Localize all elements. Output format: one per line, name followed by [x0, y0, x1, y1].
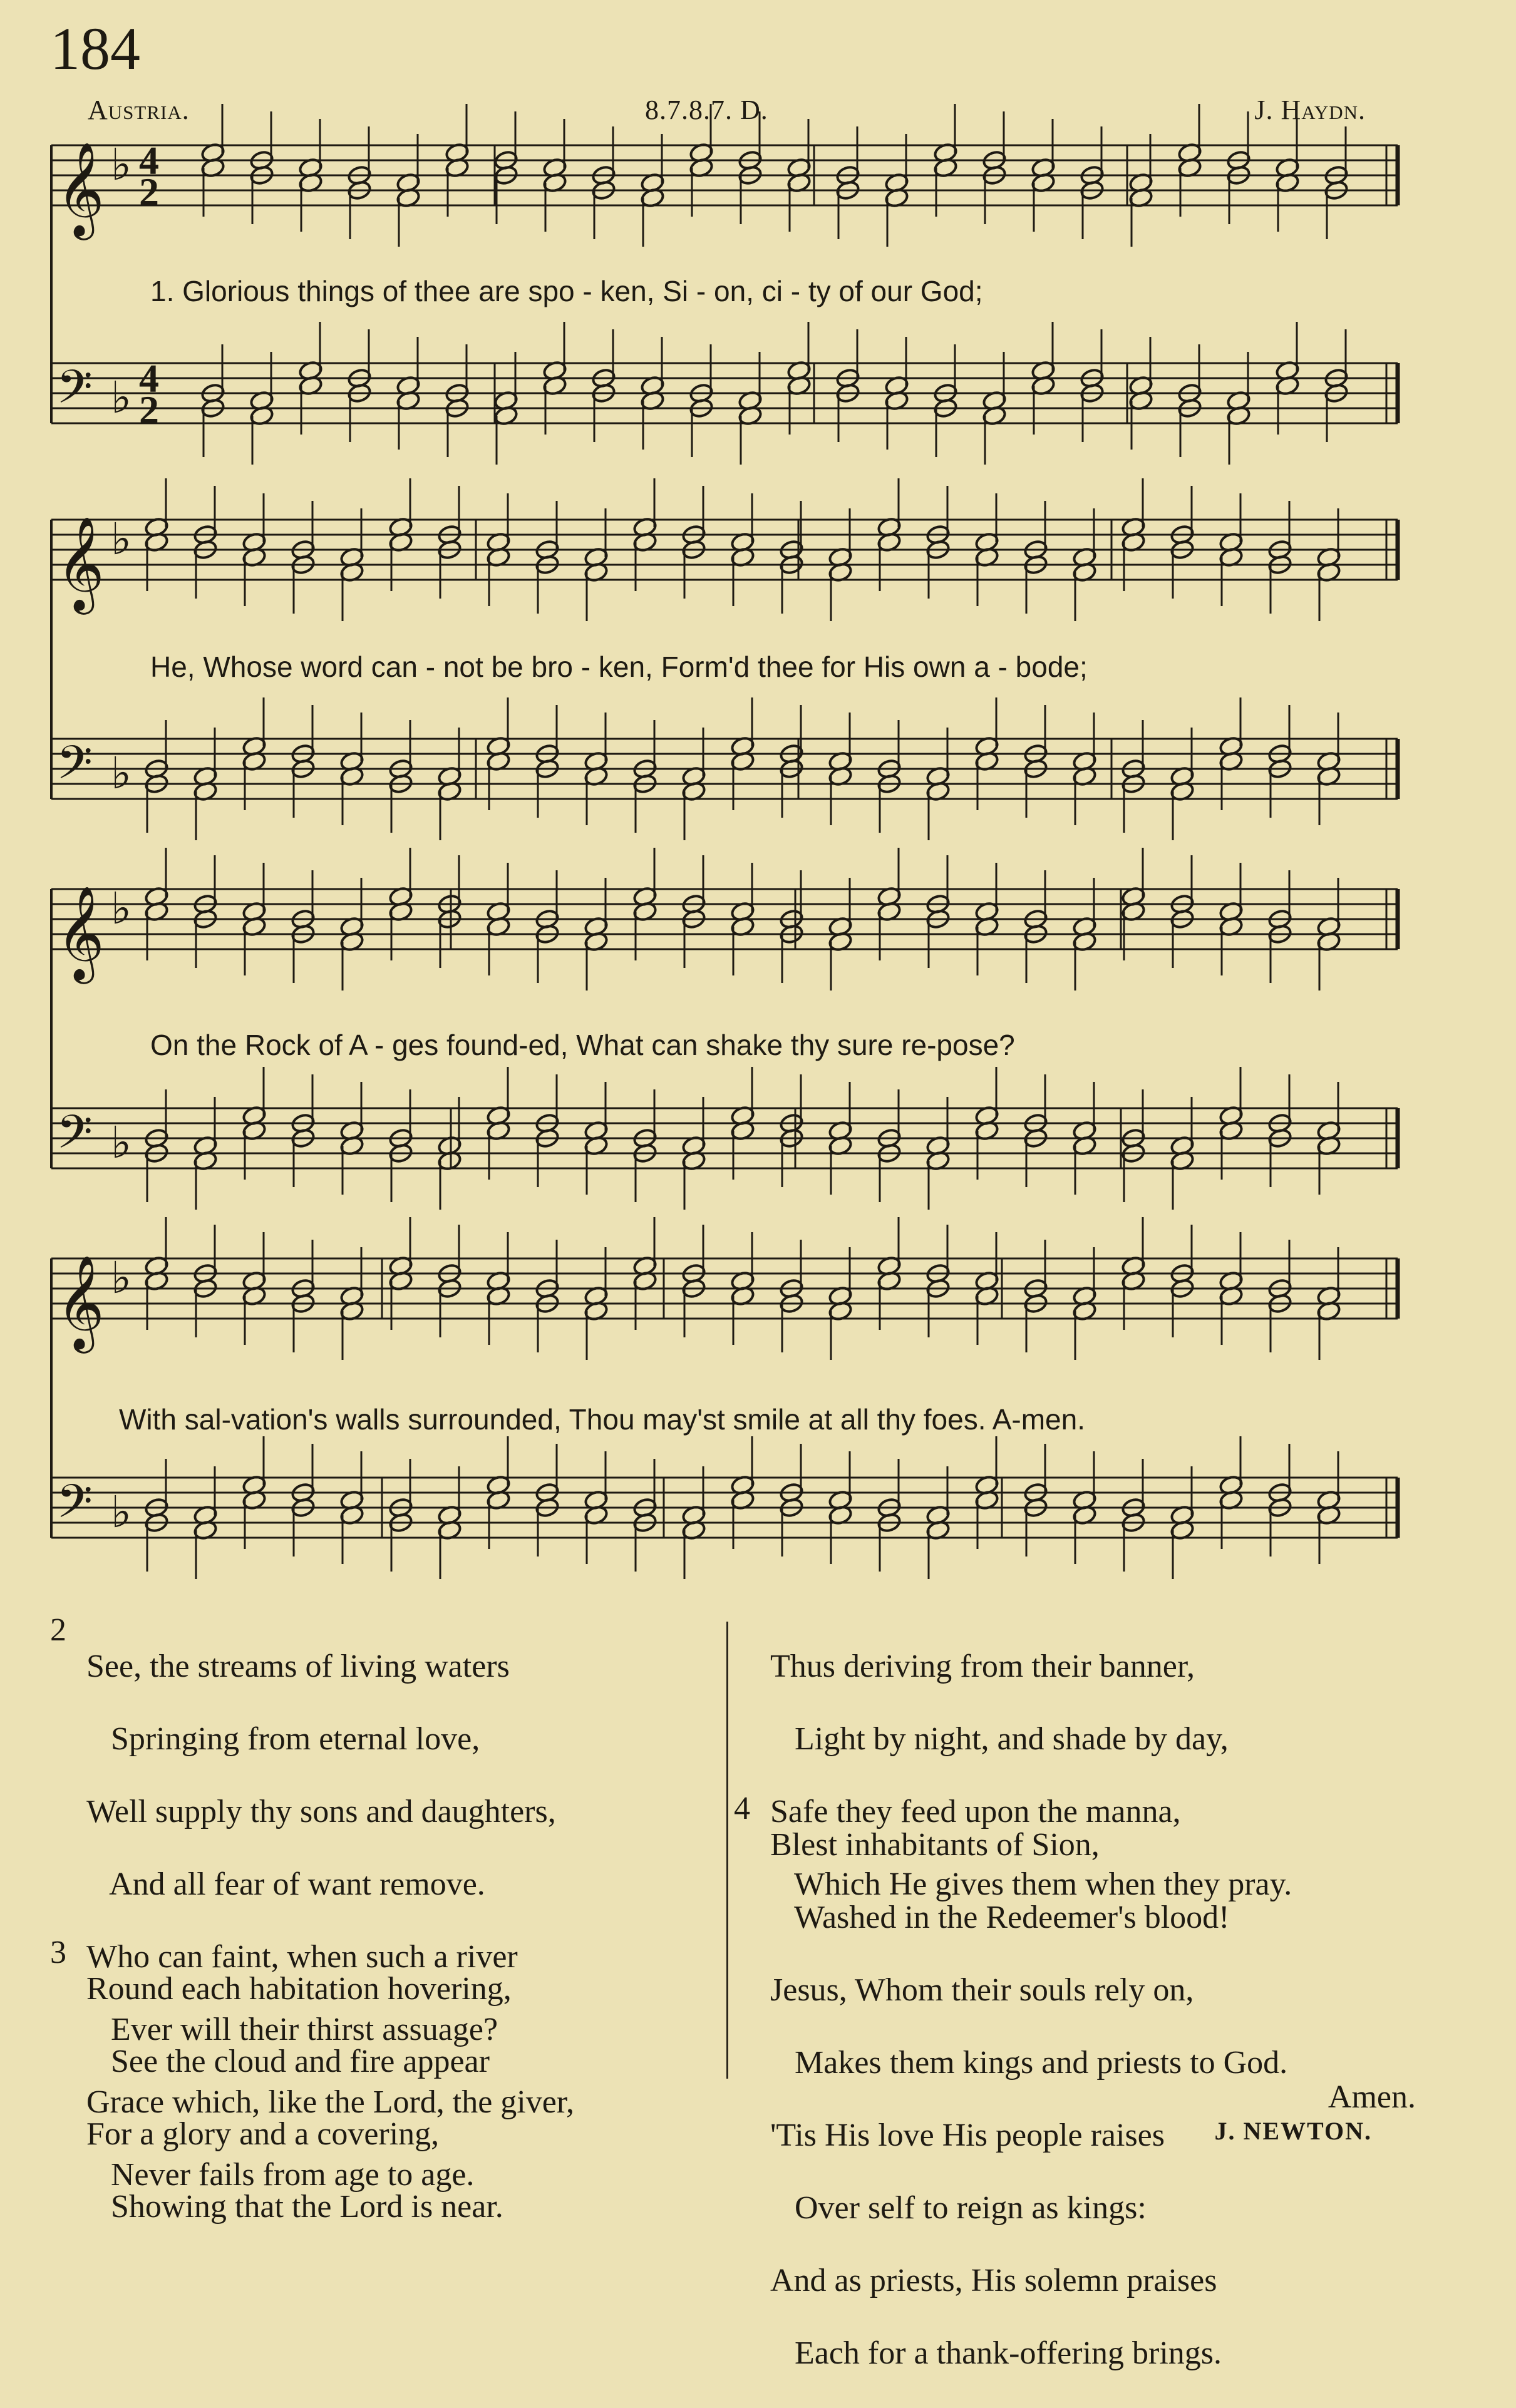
verse-line: Ever will their thirst assuage? [86, 2012, 498, 2047]
time-signature-icon: 2 [139, 388, 159, 432]
flat-icon: ♭ [111, 883, 132, 935]
verse-line: See, the streams of living waters [86, 1649, 510, 1684]
verse-line: Safe they feed upon the manna, [770, 1794, 1181, 1829]
meter: 8.7.8.7. D. [645, 95, 768, 125]
verse-number-3: 3 [50, 1935, 66, 1970]
column-divider [726, 1622, 728, 2079]
verse-4 [770, 1791, 1287, 2408]
verse-line: For a glory and a covering, [86, 2116, 440, 2152]
verse-line: 'Tis His love His people raises [770, 2117, 1165, 2153]
author: J. NEWTON. [1214, 2117, 1372, 2145]
verse-line: Never fails from age to age. [86, 2157, 475, 2193]
time-signature-icon: 4 [139, 138, 159, 183]
bass-clef-icon: 𝄢 [56, 1474, 93, 1540]
verse-line: Which He gives them when they pray. [770, 1866, 1292, 1902]
flat-icon: ♭ [111, 1252, 132, 1304]
flat-icon: ♭ [111, 748, 132, 800]
verse-line: Grace which, like the Lord, the giver, [86, 2084, 575, 2120]
time-signature-icon: 2 [139, 170, 159, 214]
flat-icon: ♭ [111, 1117, 132, 1169]
verse-line: Blest inhabitants of Sion, [770, 1827, 1100, 1863]
verse-3-part-1 [86, 1935, 512, 2261]
treble-clef-icon: 𝄞 [56, 1254, 105, 1349]
page-number: 184 [50, 15, 140, 82]
lyric-line-3: On the Rock of A - ges found-ed, What can shake thy sure re-pose? [150, 1029, 1015, 1061]
tune-name: Austria. [88, 95, 190, 125]
verse-line: Jesus, Whom their souls rely on, [770, 1972, 1194, 2008]
verse-number-4: 4 [734, 1791, 750, 1826]
lyric-line-1: 1. Glorious things of thee are spo - ken, Si - on, ci - ty of our God; [150, 275, 983, 307]
treble-clef-icon: 𝄞 [56, 885, 105, 980]
bass-clef-icon: 𝄢 [56, 360, 93, 426]
flat-icon: ♭ [111, 139, 132, 191]
amen-text: Amen. [1328, 2079, 1416, 2115]
verse-line: Showing that the Lord is near. [86, 2189, 503, 2225]
verse-line: Washed in the Redeemer's blood! [770, 1900, 1230, 1935]
lyric-line-4: With sal-vation's walls surrounded, Thou may'st smile at all thy foes. A-men. [119, 1403, 1085, 1436]
verse-line: Round each habitation hovering, [86, 1971, 512, 2007]
verse-line: See the cloud and fire appear [86, 2044, 490, 2079]
composer: J. Haydn. [1254, 95, 1366, 125]
verse-line: Springing from eternal love, [86, 1721, 480, 1757]
verse-line: Each for a thank-offering brings. [770, 2335, 1222, 2371]
verse-line: Light by night, and shade by day, [770, 1721, 1229, 1757]
flat-icon: ♭ [111, 1486, 132, 1538]
verse-line: Thus deriving from their banner, [770, 1649, 1195, 1684]
verse-line: And all fear of want remove. [86, 1866, 485, 1902]
bass-clef-icon: 𝄢 [56, 736, 93, 801]
verse-line: Well supply thy sons and daughters, [86, 1794, 556, 1829]
flat-icon: ♭ [111, 372, 132, 424]
treble-clef-icon: 𝄞 [56, 141, 105, 236]
bass-clef-icon: 𝄢 [56, 1105, 93, 1171]
treble-clef-icon: 𝄞 [56, 515, 105, 610]
verse-line: Over self to reign as kings: [770, 2190, 1147, 2226]
verse-number-2: 2 [50, 1612, 66, 1648]
verse-line: Makes them kings and priests to God. [770, 2045, 1288, 2081]
flat-icon: ♭ [111, 513, 132, 565]
verse-line: And as priests, His solemn praises [770, 2263, 1217, 2298]
verse-line: Who can faint, when such a river [86, 1939, 518, 1975]
time-signature-icon: 4 [139, 356, 159, 401]
lyric-line-2: He, Whose word can - not be bro - ken, Form'd thee for His own a - bode; [150, 651, 1088, 683]
